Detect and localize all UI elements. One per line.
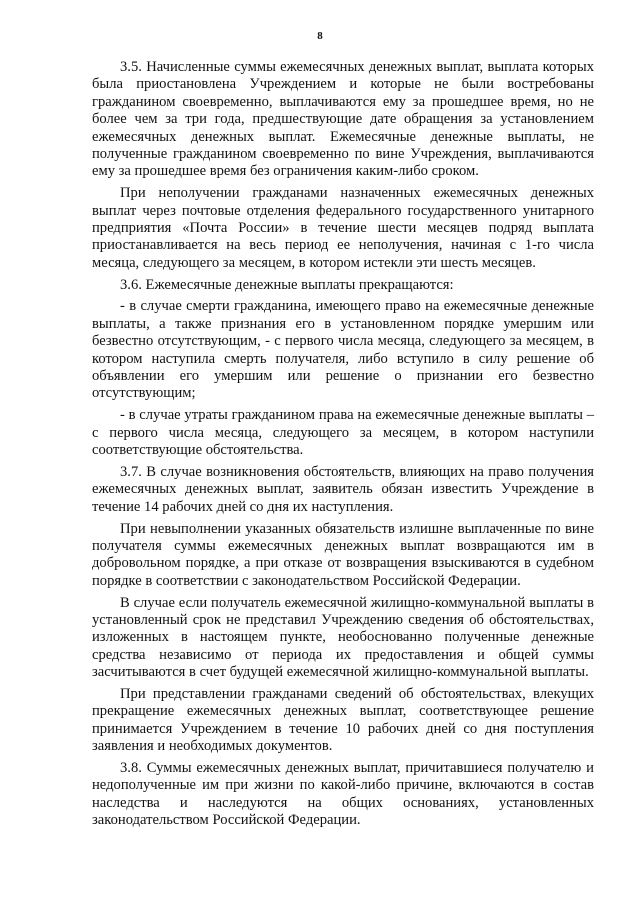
paragraph-3-7: 3.7. В случае возникновения обстоятельств, влияющих на право получения ежемесячных денежных выплат, заявитель обязан известить Учреждение в течение 14 рабочих дней со дня их наступления. — [92, 463, 594, 515]
paragraph-termination-decision: При представлении гражданами сведений об обстоятельствах, влекущих прекращение ежемесячных денежных выплат, соответствующее решение принимается Учреждением в течение 10 рабочих дней со дня поступления заявления и необходимых документов. — [92, 685, 594, 755]
paragraph-death-case: - в случае смерти гражданина, имеющего право на ежемесячные денежные выплаты, а также признания его в установленном порядке умершим или безвестно отсутствующим, - с первого числа месяца, следующего за месяцем, в котором наступила смерть получателя, либо вступило в силу решение об объявлении его умершим или решение о признании его безвестно отсутствующим; — [92, 298, 594, 402]
paragraph-3-6: 3.6. Ежемесячные денежные выплаты прекращаются: — [120, 276, 454, 293]
paragraph-non-receipt: При неполучении гражданами назначенных ежемесячных денежных выплат через почтовые отделения федерального государственного унитарного предприятия «Почта России» в течение шести месяцев подряд выплата приостанавливается на весь период ее неполучения, начиная с 1-го числа месяца, следующего за месяцем, в котором истекли эти шесть месяцев. — [92, 185, 594, 271]
paragraph-loss-of-right: - в случае утраты гражданином права на ежемесячные денежные выплаты – с первого числа месяца, следующего за месяцем, в котором наступили соответствующие обстоятельства. — [92, 407, 594, 459]
paragraph-overpayment: При невыполнении указанных обязательств излишне выплаченные по вине получателя суммы ежемесячных денежных выплат возвращаются им в добровольном порядке, а при отказе от возвращения взыскиваются в судебном порядке в соответствии с законодательством Российской Федерации. — [92, 520, 594, 589]
paragraph-3-5: 3.5. Начисленные суммы ежемесячных денежных выплат, выплата которых была приостановлена Учреждением и которые не были востребованы гражданином своевременно, выплачиваются ему за прошедшее время, но не более чем за три года, предшествующие дате обращения за установлением ежемесячных денежных выплат. Ежемесячные денежные выплаты, не полученные гражданином своевременно по вине Учреждения, выплачиваются ему за прошедшее время без ограничения каким-либо сроком. — [92, 59, 594, 180]
paragraph-housing-payment: В случае если получатель ежемесячной жилищно-коммунальной выплаты в установленный срок не представил Учреждению сведения об обстоятельствах, изложенных в настоящем пункте, необоснованно полученные денежные средства независимо от периода их предоставления и общей суммы засчитываются в счет будущей ежемесячной жилищно-коммунальной выплаты. — [92, 594, 594, 681]
document-body — [92, 59, 594, 830]
page-number: 8 — [317, 30, 323, 42]
paragraph-3-8: 3.8. Суммы ежемесячных денежных выплат, причитавшиеся получателю и недополученные им при жизни по какой-либо причине, включаются в состав наследства и наследуются на общих основаниях, установленных законодательством Российской Федерации. — [92, 759, 594, 829]
